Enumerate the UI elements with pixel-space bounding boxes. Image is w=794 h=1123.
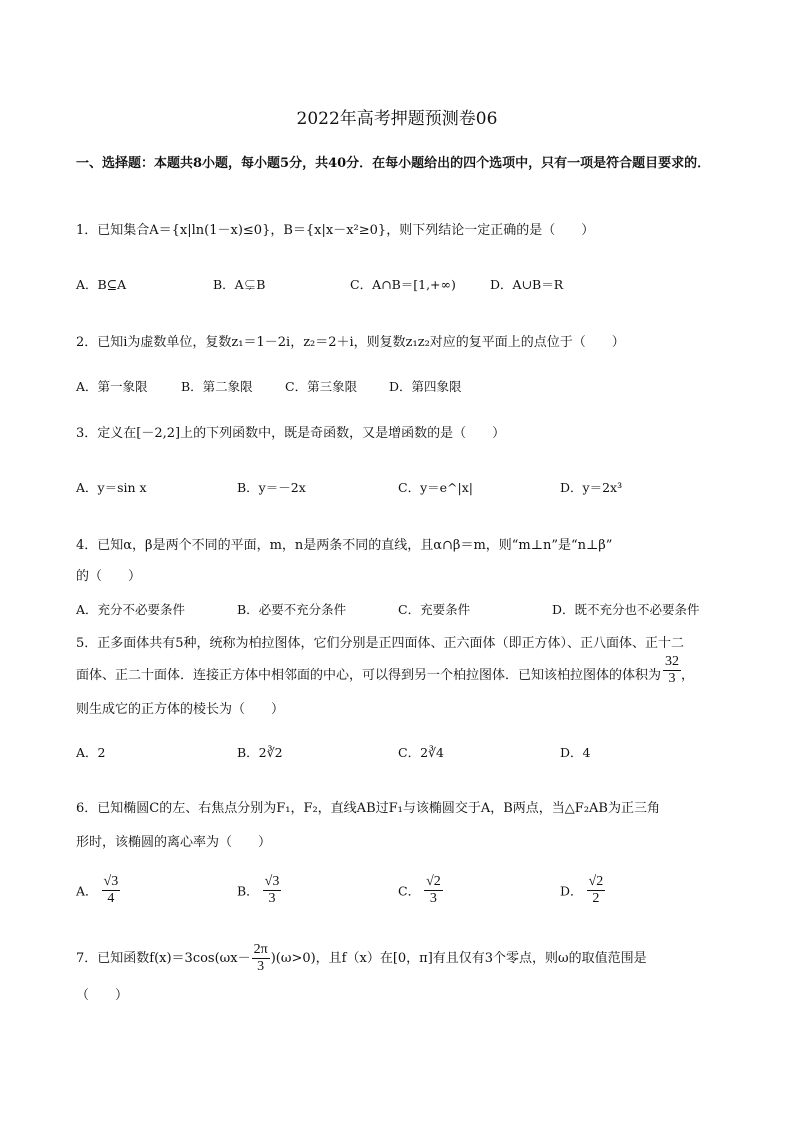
question-1-option-b: B．A⊊B <box>213 277 266 292</box>
fraction-numerator: √3 <box>264 874 280 889</box>
question-4-option-a: A．充分不必要条件 <box>76 602 186 617</box>
question-2-option-b: B．第二象限 <box>181 379 253 394</box>
option-fraction <box>263 874 282 907</box>
question-2-stem: 2．已知i为虚数单位，复数z₁＝1－2i，z₂＝2＋i，则复数z₁z₂对应的复平面上的点位于（ ） <box>76 335 625 350</box>
question-7-suffix: )(ω>0)，且f（x）在[0，π]有且仅有3个零点，则ω的取值范围是 <box>270 951 647 966</box>
question-5-stem-line2-text: 面体、正二十面体．连接正方体中相邻面的中心，可以得到另一个柏拉图体．已知该柏拉图体的体积为 <box>76 668 662 683</box>
question-3-option-b: B．y＝－2x <box>237 480 306 495</box>
question-7-stem-line1 <box>76 942 647 975</box>
question-4-option-b: B．必要不充分条件 <box>237 602 347 617</box>
question-5-stem-line1: 5．正多面体共有5种，统称为柏拉图体，它们分别是正四面体、正六面体（即正方体）、正八面体、正十二 <box>76 636 685 651</box>
question-5-option-a: A．2 <box>76 745 106 760</box>
fraction-numerator: √2 <box>588 874 604 889</box>
fraction-numerator: √3 <box>103 874 119 889</box>
question-5-option-d: D．4 <box>560 745 591 760</box>
option-fraction <box>587 874 606 907</box>
question-3-option-c: C．y＝e^|x| <box>398 480 473 495</box>
question-5-option-c: C．2∛4 <box>398 745 444 760</box>
question-1-option-a: A．B⊆A <box>76 277 127 292</box>
question-4-option-d: D．既不充分也不必要条件 <box>552 602 700 617</box>
question-3-option-d: D．y＝2x³ <box>560 480 623 495</box>
question-4-stem-line1: 4．已知α，β是两个不同的平面，m，n是两条不同的直线，且α∩β＝m，则“m⊥n”是“n⊥β” <box>76 538 613 553</box>
fraction-denominator: 3 <box>429 891 437 906</box>
option-label: A． <box>76 883 98 899</box>
page-title: 2022年高考押题预测卷06 <box>296 109 498 129</box>
option-fraction <box>102 874 121 907</box>
question-2-option-a: A．第一象限 <box>76 379 148 394</box>
question-3-stem: 3．定义在[－2,2]上的下列函数中，既是奇函数，又是增函数的是（ ） <box>76 426 506 441</box>
question-6-option-a <box>76 874 120 907</box>
volume-denominator: 3 <box>668 671 676 686</box>
option-label: C． <box>398 883 421 899</box>
question-1-stem: 1．已知集合A＝{x|ln(1－x)≤0}，B＝{x|x－x²≥0}，则下列结论一定正确的是（ ） <box>76 223 595 238</box>
option-label: B． <box>237 883 259 899</box>
question-5-stem-line2: 面体、正二十面体．连接正方体中相邻面的中心，可以得到另一个柏拉图体．已知该柏拉图体的体积为 $\frac{32}{3}$ ， <box>76 654 695 686</box>
section-header: 一、选择题：本题共8小题，每小题5分，共40分．在每小题给出的四个选项中，只有一项是符合题目要求的． <box>76 156 711 171</box>
fraction-denominator: 3 <box>268 891 276 906</box>
volume-numerator: 32 <box>665 654 680 669</box>
option-fraction <box>424 874 443 907</box>
fraction-denominator: 4 <box>107 891 115 906</box>
question-5-stem-line3: 则生成它的正方体的棱长为（ ） <box>76 702 285 717</box>
question-7-prefix: 7．已知函数f(x)＝3cos(ωx－ <box>76 951 251 966</box>
question-5-option-b: B．2∛2 <box>237 745 283 760</box>
question-7-phase-fraction <box>252 942 270 975</box>
question-4-option-c: C．充要条件 <box>398 602 471 617</box>
phase-numerator: 2π <box>253 942 268 957</box>
question-6-option-b <box>237 874 281 907</box>
question-6-option-d <box>560 874 605 907</box>
question-1-option-c: C．A∩B＝[1,+∞) <box>350 277 456 292</box>
question-6-option-c <box>398 874 443 907</box>
question-2-option-d: D．第四象限 <box>389 379 462 394</box>
question-2-option-c: C．第三象限 <box>285 379 358 394</box>
question-1-option-d: D．A∪B＝R <box>490 277 564 292</box>
fraction-numerator: √2 <box>426 874 441 889</box>
phase-denominator: 3 <box>257 959 265 974</box>
question-7-stem-line2: （ ） <box>76 988 129 1003</box>
question-3-option-a: A．y＝sin x <box>76 480 147 495</box>
fraction-denominator: 2 <box>592 891 600 906</box>
question-4-stem-line2: 的（ ） <box>76 569 142 584</box>
option-label: D． <box>560 883 583 899</box>
question-6-stem-line1: 6．已知椭圆C的左、右焦点分别为F₁，F₂，直线AB过F₁与该椭圆交于A，B两点，当△F₂AB为正三角 <box>76 801 660 816</box>
question-6-stem-line2: 形时，该椭圆的离心率为（ ） <box>76 835 272 850</box>
question-5-volume-fraction <box>663 654 681 687</box>
